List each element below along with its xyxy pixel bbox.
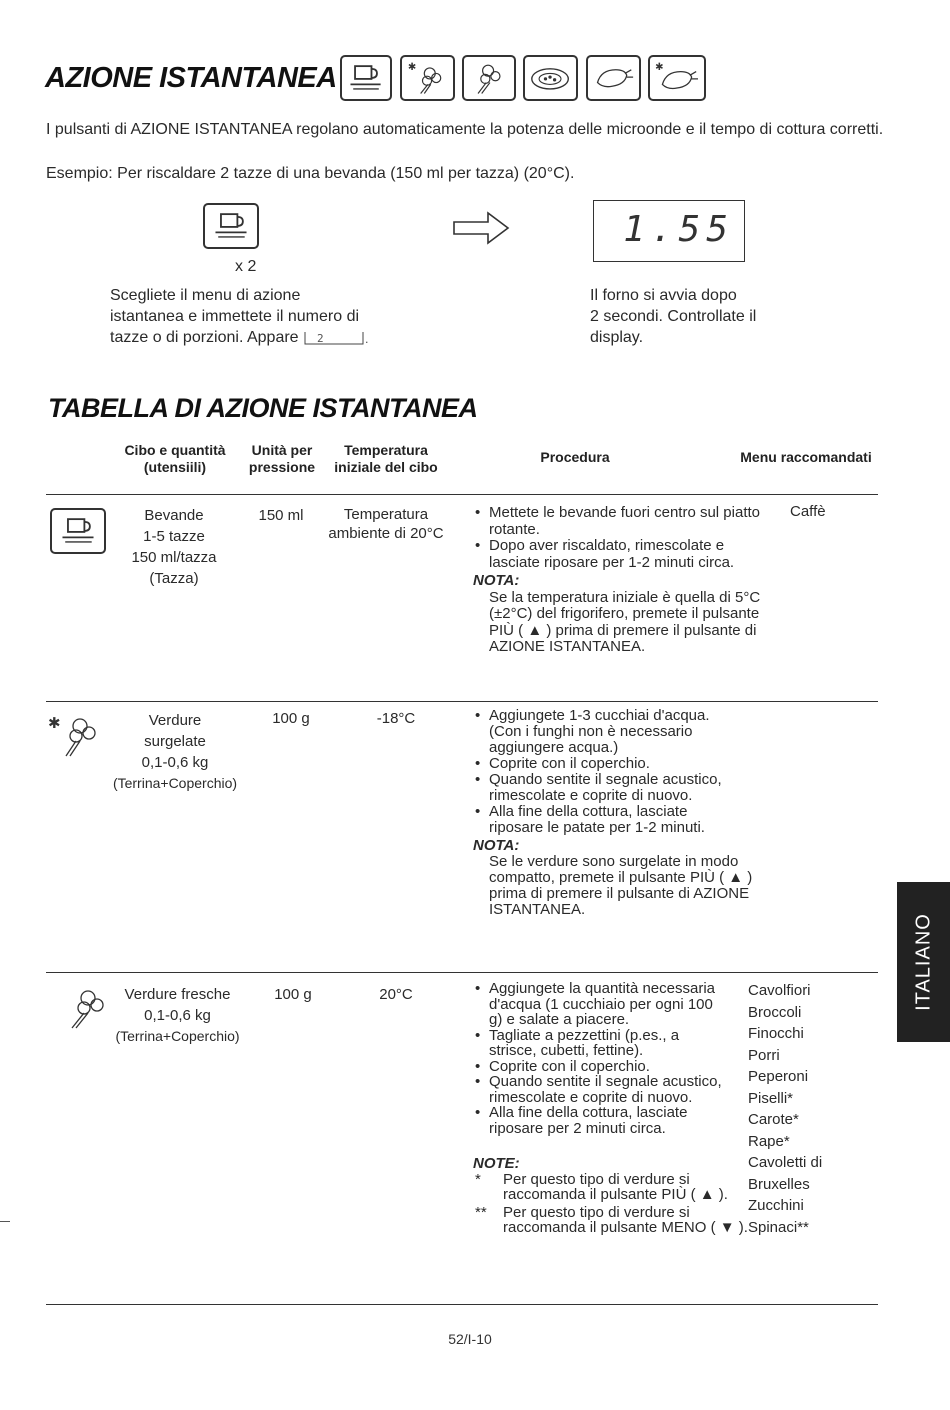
step1-line1: Scegliete il menu di azione: [110, 287, 301, 304]
row3-step2: • Tagliate a pezzettini (p.es., a strisce, cubetti, fettine).: [473, 1028, 729, 1059]
cup-icon: [50, 508, 106, 554]
row1-procedure: [473, 505, 773, 656]
row1-food: [110, 505, 238, 589]
row3-note1: [473, 1172, 773, 1203]
cup-icon: [203, 203, 259, 249]
multiplier-label: x 2: [235, 258, 257, 275]
header-unit-l1: Unità per: [251, 442, 313, 458]
step2-text: [590, 285, 850, 348]
svg-text:.: .: [365, 332, 369, 346]
row1-temp-l1: Temperatura: [343, 506, 429, 523]
table-header-rule: [46, 494, 878, 495]
row3-step5: • Alla fine della cottura, lasciate riposare per 2 minuti circa.: [473, 1105, 729, 1136]
row1-step1: • Mettete le bevande fuori centro sul piatto rotante.: [473, 505, 773, 538]
row1-food-l1: Bevande: [144, 507, 204, 524]
row3-note-label: NOTE:: [473, 1155, 520, 1172]
frozen-vegetables-icon: [46, 708, 106, 764]
row3-unit: 100 g: [274, 986, 312, 1003]
row3-menu-8: Rape*: [748, 1132, 790, 1150]
row3-food: [105, 984, 250, 1047]
language-tab-label: ITALIANO: [912, 913, 934, 1011]
page-title: AZIONE ISTANTANEA: [45, 62, 337, 94]
row3-menu-6: Piselli*: [748, 1089, 794, 1107]
step1-text: [110, 285, 440, 348]
row3-menu-3: Finocchi: [748, 1025, 804, 1042]
frozen-vegetables-icon: [400, 55, 455, 101]
intro-example: Esempio: Per riscaldare 2 tazze di una bevanda (150 ml per tazza) (20°C).: [46, 165, 575, 182]
row2-food-l3: 0,1-0,6 kg: [141, 754, 209, 771]
table-title: TABELLA DI AZIONE ISTANTANEA: [48, 393, 478, 423]
svg-text:2: 2: [317, 331, 324, 345]
row3-menu-7: Carote*: [748, 1111, 799, 1128]
row3-menu-12: Spinaci**: [748, 1218, 809, 1236]
svg-text:✱: ✱: [655, 61, 664, 73]
header-food: [110, 442, 240, 476]
row3-note2-mark: **: [475, 1203, 487, 1221]
display-portion-icon: [303, 330, 367, 346]
row3-step1: • Aggiungete la quantità necessaria d'acqua (1 cucchiaio per ogni 100 g) e salate a piacere.: [473, 981, 729, 1028]
row2-note: Se le verdure sono surgelate in modo compatto, premete il pulsante PIÙ ( ▲ ) prima di premere il pulsante di AZIONE ISTANTANEA.: [489, 853, 753, 918]
row3-menu-9: Cavoletti di: [748, 1154, 823, 1171]
row3-menu-11: Zucchini: [748, 1197, 804, 1214]
row3-menu-1: Cavolfiori: [748, 982, 811, 999]
row3-temp: [326, 984, 466, 1005]
row2-food-l2: surgelate: [144, 733, 206, 750]
header-food-l2: (utensiili): [143, 459, 207, 475]
row2-step2: • Coprite con il coperchio.: [473, 756, 734, 772]
step1-line3: tazze o di porzioni. Appare: [110, 329, 299, 346]
step2-line1: Il forno si avvia dopo: [590, 287, 737, 304]
header-unit: [243, 442, 321, 476]
row3-menu-4: Porri: [748, 1046, 780, 1064]
arrow-right-icon: [452, 210, 510, 246]
row1-menu-1: Caffè: [790, 503, 826, 520]
row1-temp-l2: ambiente di 20°C: [328, 525, 444, 542]
row1-temp: [316, 505, 456, 543]
display-value: 1.55: [623, 209, 734, 250]
header-temp-l2: iniziale del cibo: [334, 459, 438, 475]
header-food-l1: Cibo e quantità: [124, 442, 226, 458]
row1-food-l2: 1-5 tazze: [143, 528, 205, 545]
header-menus: Menu raccomandati: [740, 449, 872, 465]
row2-step4: • Alla fine della cottura, lasciate riposare le patate per 1-2 minuti.: [473, 804, 734, 836]
table-bottom-rule: [46, 1304, 878, 1305]
frozen-chicken-icon: [648, 55, 706, 101]
step1-line3-wrap: [110, 327, 440, 348]
row2-temp: [326, 708, 466, 729]
row3-step3: • Coprite con il coperchio.: [473, 1059, 729, 1075]
fresh-vegetables-icon: [462, 55, 516, 101]
row3-menus: [748, 980, 858, 1238]
step2-line3: display.: [590, 329, 644, 346]
row1-menus: [790, 501, 880, 523]
row2-note-label: NOTA:: [473, 837, 520, 854]
row3-menu-10: Bruxelles: [748, 1175, 810, 1193]
header-temp-l1: Temperatura: [344, 442, 428, 458]
svg-text:✱: ✱: [48, 714, 61, 732]
row2-step3: • Quando sentite il segnale acustico, rimescolate e coprite di nuovo.: [473, 772, 734, 804]
plate-icon: [523, 55, 578, 101]
row3-food-l3: (Terrina+Coperchio): [115, 1028, 240, 1044]
row1-note-label: NOTA:: [473, 572, 520, 589]
oven-display: [593, 200, 745, 262]
step2-line2: 2 secondi. Controllate il: [590, 308, 757, 325]
cup-icon: [340, 55, 392, 101]
row3-note2: [473, 1205, 773, 1236]
row3-food-l2: 0,1-0,6 kg: [144, 1007, 211, 1024]
row1-rule: [46, 701, 878, 702]
row1-step2: • Dopo aver riscaldato, rimescolate e lasciate riposare per 1-2 minuti circa.: [473, 538, 773, 571]
header-unit-l2: pressione: [248, 459, 316, 475]
row3-food-l1: Verdure fresche: [124, 986, 231, 1003]
header-temp: [326, 442, 446, 476]
row2-food-l4: (Terrina+Coperchio): [112, 775, 238, 791]
row3-note1-text: Per questo tipo di verdure si raccomanda il pulsante PIÙ ( ▲ ).: [503, 1170, 728, 1203]
row3-step4: • Quando sentite il segnale acustico, rimescolate e coprite di nuovo.: [473, 1074, 729, 1105]
row2-step1: • Aggiungete 1-3 cucchiai d'acqua. (Con i funghi non è necessario aggiungere acqua.): [473, 708, 734, 756]
row2-food-l1: Verdure: [148, 712, 202, 729]
language-tab: [897, 882, 950, 1042]
row1-food-l3: 150 ml/tazza: [131, 549, 217, 566]
row2-temp-l1: -18°C: [376, 710, 416, 727]
row1-note: Se la temperatura iniziale è quella di 5°C (±2°C) del frigorifero, premete il pulsante PIÙ ( ▲ ) prima di premere il pulsante di AZIONE ISTANTANEA.: [489, 588, 761, 655]
row2-food: [105, 710, 245, 794]
margin-tick: [0, 1221, 10, 1222]
row3-temp-l1: 20°C: [379, 986, 413, 1003]
row3-note1-mark: *: [475, 1170, 481, 1188]
page-number: 52/I-10: [448, 1331, 492, 1347]
row3-menu-5: Peperoni: [748, 1068, 809, 1085]
row1-food-l4: (Tazza): [149, 570, 199, 587]
step1-line2: istantanea e immettete il numero di: [110, 308, 360, 325]
header-procedure: Procedura: [540, 449, 610, 465]
row3-menu-2: Broccoli: [748, 1003, 802, 1021]
svg-text:✱: ✱: [407, 61, 417, 73]
intro-text: I pulsanti di AZIONE ISTANTANEA regolano automaticamente la potenza delle microonde e il tempo di cottura corretti.: [46, 121, 884, 138]
row2-procedure: [473, 708, 773, 918]
row3-note2-text: Per questo tipo di verdure si raccomanda il pulsante MENO ( ▼ ).: [503, 1203, 748, 1236]
row3-procedure: [473, 981, 773, 1236]
chicken-icon: [586, 55, 641, 101]
row1-unit: 150 ml: [258, 507, 304, 524]
row2-rule: [46, 972, 878, 973]
row2-unit: 100 g: [272, 710, 310, 727]
